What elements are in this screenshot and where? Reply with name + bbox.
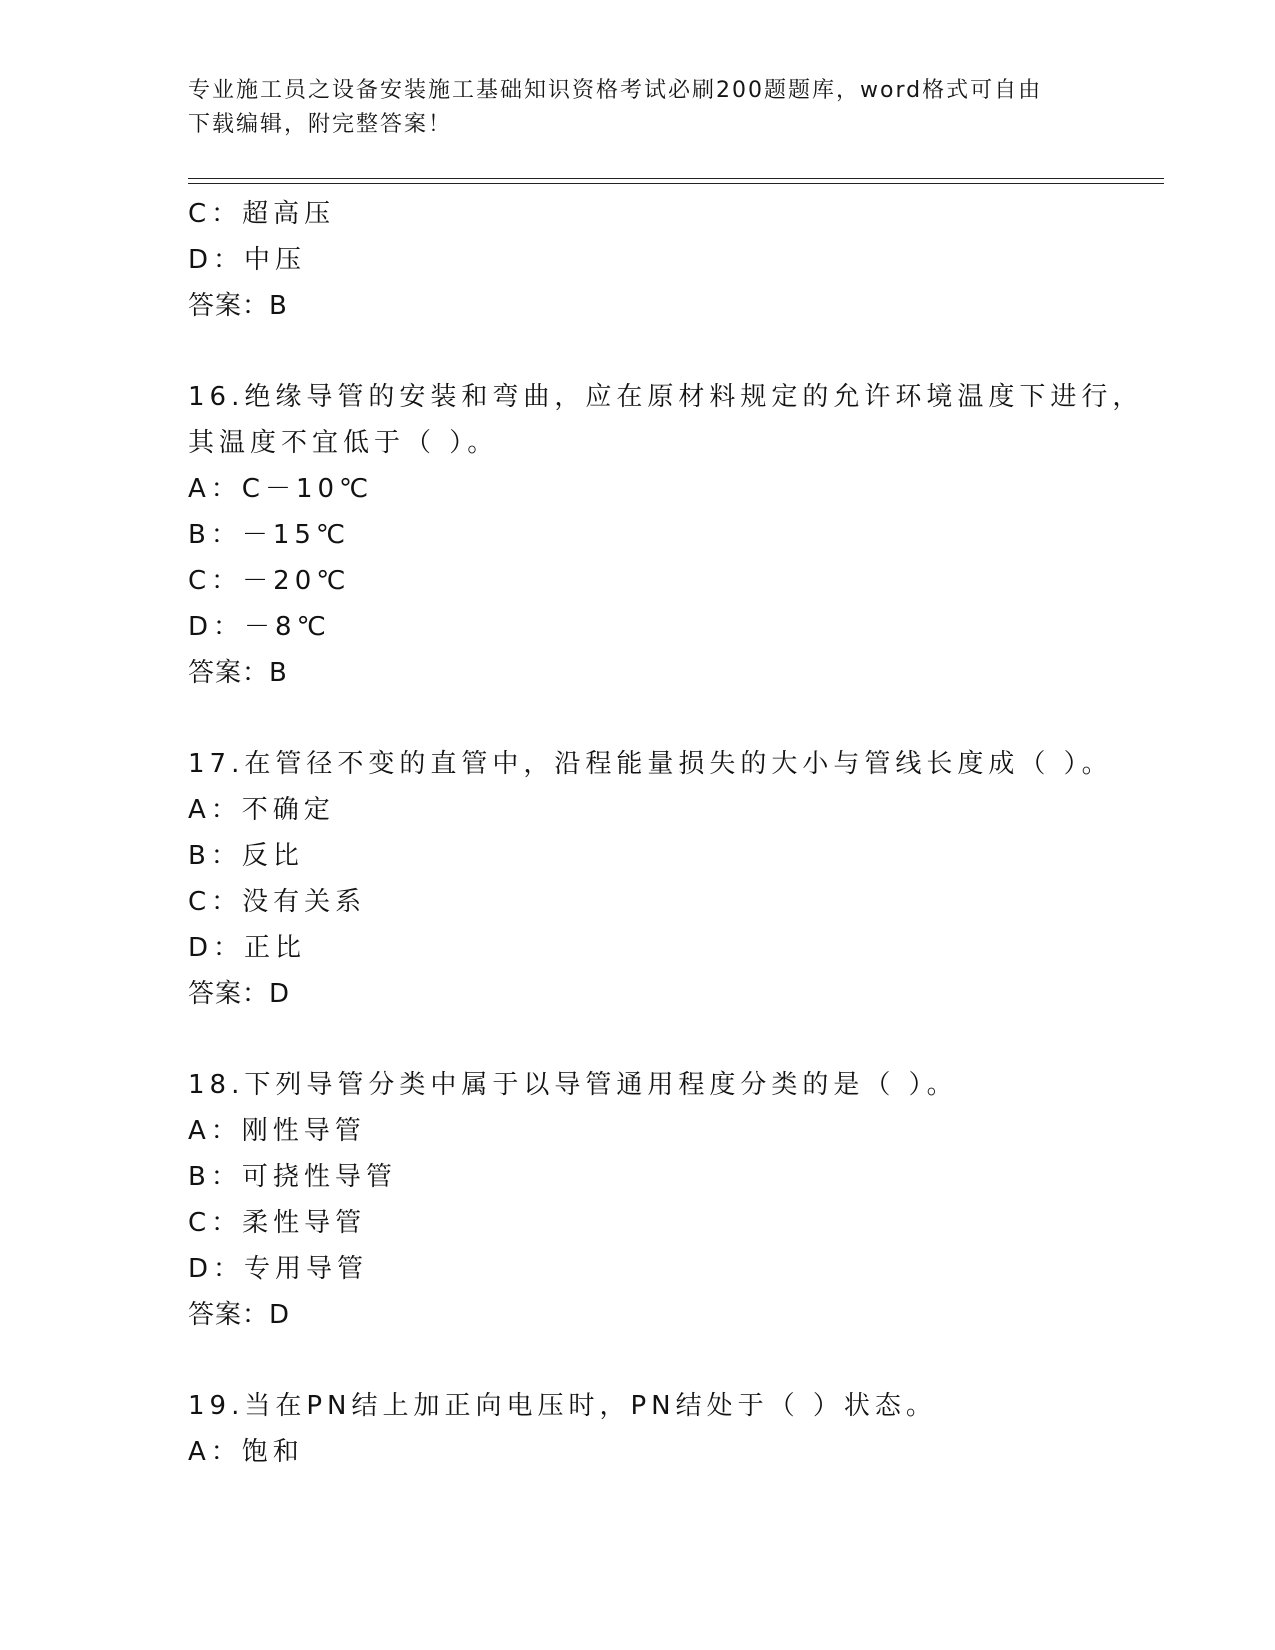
document-header xyxy=(188,74,1088,142)
header-line-1: 专业施工员之设备安装施工基础知识资格考试必刷200题题库，word格式可自由 xyxy=(188,78,1043,103)
previous-question-tail xyxy=(188,191,1148,329)
answer: 答案：B xyxy=(188,658,288,688)
option-b: B：可挠性导管 xyxy=(188,1162,397,1192)
option-c: C：柔性导管 xyxy=(188,1208,367,1238)
question-spacer xyxy=(188,329,1148,374)
question-spacer xyxy=(188,1338,1148,1383)
question-text: 19.当在PN结上加正向电压时，PN结处于（ ）状态。 xyxy=(188,1391,937,1421)
option-c: C：－20℃ xyxy=(188,566,351,596)
question-text: 16.绝缘导管的安装和弯曲，应在原材料规定的允许环境温度下进行， xyxy=(188,382,1144,412)
option-a: A：不确定 xyxy=(188,795,335,825)
header-line-2: 下载编辑，附完整答案！ xyxy=(188,112,453,137)
option-d: D：正比 xyxy=(188,933,307,963)
option-c: C：超高压 xyxy=(188,199,336,229)
question-list xyxy=(188,191,1148,1475)
answer: 答案：B xyxy=(188,291,288,321)
option-c: C：没有关系 xyxy=(188,887,367,917)
question-spacer xyxy=(188,1017,1148,1062)
question-text: 18.下列导管分类中属于以导管通用程度分类的是（ ）。 xyxy=(188,1070,958,1100)
question-17 xyxy=(188,741,1148,1017)
header-divider-top xyxy=(188,178,1164,179)
question-19 xyxy=(188,1383,1148,1475)
option-b: B：反比 xyxy=(188,841,304,871)
option-a: A：饱和 xyxy=(188,1437,304,1467)
answer: 答案：D xyxy=(188,979,291,1009)
question-text-cont: 其温度不宜低于（ ）。 xyxy=(188,428,499,458)
option-b: B：－15℃ xyxy=(188,520,351,550)
question-spacer xyxy=(188,696,1148,741)
option-a: A：C－10℃ xyxy=(188,474,374,504)
option-d: D：专用导管 xyxy=(188,1254,369,1284)
question-text: 17.在管径不变的直管中，沿程能量损失的大小与管线长度成（ ）。 xyxy=(188,749,1113,779)
question-16 xyxy=(188,374,1148,696)
question-18 xyxy=(188,1062,1148,1338)
option-d: D：中压 xyxy=(188,245,307,275)
option-d: D：－8℃ xyxy=(188,612,331,642)
option-a: A：刚性导管 xyxy=(188,1116,366,1146)
header-divider-bottom xyxy=(188,183,1164,184)
answer: 答案：D xyxy=(188,1300,291,1330)
